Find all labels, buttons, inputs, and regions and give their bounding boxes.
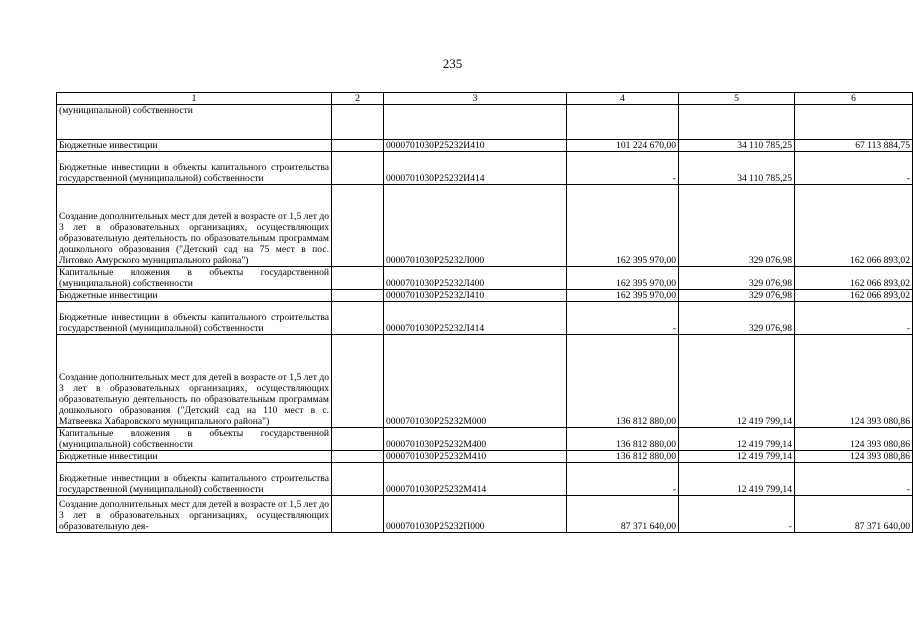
row-name-cell: Бюджетные инвестиции в объекты капитального строительства государственной (муниципальной) собственности	[57, 152, 332, 185]
header-cell: 6	[795, 93, 913, 105]
table-row	[57, 496, 913, 533]
row-value-cell: 136 812 880,00	[567, 428, 679, 451]
row-name-cell: Бюджетные инвестиции в объекты капитального строительства государственной (муниципальной) собственности	[57, 463, 332, 496]
row-value-cell: 87 371 640,00	[795, 496, 913, 533]
row-code-cell: 0000701030Р25232И414	[384, 152, 567, 185]
row-value-cell: 12 419 799,14	[679, 463, 795, 496]
header-cell: 4	[567, 93, 679, 105]
row-value-cell: 34 110 785,25	[679, 152, 795, 185]
row-col2-cell	[332, 140, 384, 152]
row-value-cell: 162 395 970,00	[567, 290, 679, 302]
row-code-cell: 0000701030Р25232М414	[384, 463, 567, 496]
row-name-cell: Бюджетные инвестиции в объекты капитального строительства государственной (муниципальной) собственности	[57, 302, 332, 335]
row-value-cell: 34 110 785,25	[679, 140, 795, 152]
table-row	[57, 152, 913, 185]
row-code-cell: 0000701030Р25232Л410	[384, 290, 567, 302]
row-value-cell: -	[567, 152, 679, 185]
row-code-cell: 0000701030Р25232М000	[384, 335, 567, 428]
row-name-cell: Капитальные вложения в объекты государственной (муниципальной) собственности	[57, 428, 332, 451]
row-value-cell: 329 076,98	[679, 290, 795, 302]
row-col2-cell	[332, 451, 384, 463]
row-value-cell: -	[795, 302, 913, 335]
header-cell: 1	[57, 93, 332, 105]
row-col2-cell	[332, 185, 384, 267]
row-value-cell: -	[679, 496, 795, 533]
table-header-row	[57, 93, 913, 105]
table-row	[57, 428, 913, 451]
row-value-cell: 136 812 880,00	[567, 451, 679, 463]
row-value-cell: 12 419 799,14	[679, 335, 795, 428]
row-name-cell: Бюджетные инвестиции	[57, 451, 332, 463]
row-code-cell: 0000701030Р25232И410	[384, 140, 567, 152]
row-value-cell: 162 066 893,02	[795, 290, 913, 302]
row-col2-cell	[332, 290, 384, 302]
row-col2-cell	[332, 428, 384, 451]
row-col2-cell	[332, 152, 384, 185]
row-name-cell: Капитальные вложения в объекты государственной (муниципальной) собственности	[57, 267, 332, 290]
row-col2-cell	[332, 105, 384, 140]
row-code-cell: 0000701030Р25232М410	[384, 451, 567, 463]
table-row	[57, 451, 913, 463]
row-value-cell: 101 224 670,00	[567, 140, 679, 152]
row-value-cell: -	[567, 463, 679, 496]
row-value-cell: 162 066 893,02	[795, 185, 913, 267]
row-code-cell: 0000701030Р25232Л414	[384, 302, 567, 335]
row-value-cell: 329 076,98	[679, 267, 795, 290]
row-value-cell: -	[567, 302, 679, 335]
row-code-cell: 0000701030Р25232М400	[384, 428, 567, 451]
table-row	[57, 185, 913, 267]
row-value-cell: -	[795, 152, 913, 185]
row-value-cell: 162 066 893,02	[795, 267, 913, 290]
row-name-cell: Бюджетные инвестиции	[57, 290, 332, 302]
row-value-cell: 162 395 970,00	[567, 267, 679, 290]
row-col2-cell	[332, 335, 384, 428]
row-col2-cell	[332, 496, 384, 533]
row-col2-cell	[332, 463, 384, 496]
row-code-cell: 0000701030Р25232Л400	[384, 267, 567, 290]
row-value-cell: 87 371 640,00	[567, 496, 679, 533]
header-cell: 5	[679, 93, 795, 105]
row-value-cell	[567, 105, 679, 140]
row-value-cell: -	[795, 463, 913, 496]
table-row	[57, 290, 913, 302]
row-value-cell: 162 395 970,00	[567, 185, 679, 267]
table-row	[57, 105, 913, 140]
row-name-cell: (муниципальной) собственности	[57, 105, 332, 140]
table-row	[57, 463, 913, 496]
row-col2-cell	[332, 267, 384, 290]
page-number: 235	[442, 56, 463, 71]
table-row	[57, 140, 913, 152]
row-value-cell: 124 393 080,86	[795, 428, 913, 451]
row-value-cell: 329 076,98	[679, 302, 795, 335]
row-name-cell: Создание дополнительных мест для детей в возрасте от 1,5 лет до 3 лет в образовательных организациях, осуществляющих образовательную дея-	[57, 496, 332, 533]
row-value-cell: 12 419 799,14	[679, 451, 795, 463]
header-cell: 2	[332, 93, 384, 105]
row-name-cell: Бюджетные инвестиции	[57, 140, 332, 152]
row-value-cell: 136 812 880,00	[567, 335, 679, 428]
row-name-cell: Создание дополнительных мест для детей в возрасте от 1,5 лет до 3 лет в образовательных организациях, осуществляющих образовательную деятельность по образовательным программам дошкольного образования ("Детский сад на 75 мест в пос. Литовко Амурского муниципального района")	[57, 185, 332, 267]
row-name-cell: Создание дополнительных мест для детей в возрасте от 1,5 лет до 3 лет в образовательных организациях, осуществляющих образовательную деятельность по образовательным программам дошкольного образования ("Детский сад на 110 мест в с. Матвеевка Хабаровского муниципального района")	[57, 335, 332, 428]
table-row	[57, 267, 913, 290]
row-col2-cell	[332, 302, 384, 335]
table-row	[57, 335, 913, 428]
budget-table	[56, 92, 913, 533]
row-code-cell: 0000701030Р25232Л000	[384, 185, 567, 267]
row-code-cell: 0000701030Р25232П000	[384, 496, 567, 533]
table-row	[57, 302, 913, 335]
row-code-cell	[384, 105, 567, 140]
header-cell: 3	[384, 93, 567, 105]
row-value-cell: 124 393 080,86	[795, 335, 913, 428]
row-value-cell: 329 076,98	[679, 185, 795, 267]
row-value-cell	[679, 105, 795, 140]
row-value-cell: 124 393 080,86	[795, 451, 913, 463]
row-value-cell: 67 113 884,75	[795, 140, 913, 152]
row-value-cell: 12 419 799,14	[679, 428, 795, 451]
row-value-cell	[795, 105, 913, 140]
